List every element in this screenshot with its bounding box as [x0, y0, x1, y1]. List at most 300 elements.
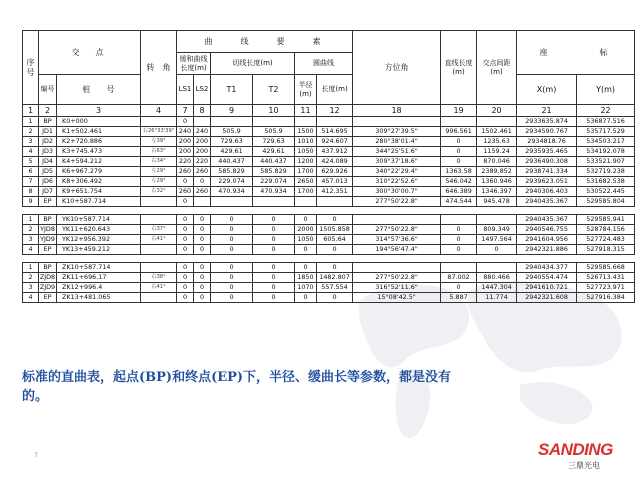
cell-bearing: 314°57'36.6": [353, 235, 441, 245]
cell-sl: 646.389: [441, 187, 477, 197]
cell-stake: ZK10+587.714: [57, 263, 141, 273]
table-row: [23, 225, 635, 235]
cell-len: 629.926: [317, 167, 353, 177]
header-easement-length: 缓和曲线长度(m): [177, 53, 211, 75]
cell-seq: 1: [23, 215, 39, 225]
cell-t2: 0: [253, 235, 295, 245]
cell-t2: 0: [253, 293, 295, 303]
cell-x: 2940435.367: [517, 215, 577, 225]
table-row: [23, 197, 635, 207]
cell-r: 1700: [295, 187, 317, 197]
cell-bearing: [353, 263, 441, 273]
table-row: [23, 157, 635, 167]
cell-ls1: 0: [177, 215, 194, 225]
cell-r: 0: [295, 293, 317, 303]
header-intersection: 交 点: [39, 31, 141, 75]
cell-r: 1700: [295, 167, 317, 177]
group-separator: [23, 207, 635, 215]
cell-y: 534503.217: [577, 137, 635, 147]
table-row: [23, 177, 635, 187]
cell-seq: 2: [23, 273, 39, 283]
cell-t2: 229.074: [253, 177, 295, 187]
cell-t2: 0: [253, 215, 295, 225]
cell-sl: 0: [441, 225, 477, 235]
cell-no: YJD8: [40, 225, 55, 234]
cell-ls2: 0: [194, 215, 211, 225]
cell-stake: YK11+620.643: [57, 225, 141, 235]
header-curve-length: 长度(m): [317, 75, 353, 105]
logo-wordmark: SANDING: [538, 440, 613, 459]
cell-no: BP: [39, 117, 57, 127]
column-number-cell: 8: [194, 105, 211, 117]
cell-ls2: 240: [194, 127, 211, 137]
cell-no: JD7: [39, 187, 57, 197]
cell-jd: [477, 117, 517, 127]
column-number-cell: 4: [141, 105, 177, 117]
cell-r: 1070: [295, 283, 317, 293]
cell-t1: 0: [211, 283, 253, 293]
cell-stake: ZK12+996.4: [57, 283, 141, 293]
table-row: [23, 215, 635, 225]
cell-t2: 440.437: [253, 157, 295, 167]
cell-len: 0: [317, 293, 353, 303]
cell-y: 527724.483: [577, 235, 635, 245]
table-row: [23, 117, 635, 127]
cell-ang: 右38°: [141, 273, 177, 283]
cell-x: 2941610.721: [517, 283, 577, 293]
header-stake: 桩 号: [57, 75, 141, 105]
cell-stake: YK10+587.714: [57, 215, 141, 225]
cell-t2: [253, 117, 295, 127]
cell-ls1: 0: [177, 177, 194, 187]
cell-ls2: 200: [194, 147, 211, 157]
cell-no: JD4: [39, 157, 57, 167]
cell-r: 1200: [295, 157, 317, 167]
header-seq: 序号: [23, 31, 39, 105]
cell-t2: 0: [253, 263, 295, 273]
cell-ls2: 260: [194, 187, 211, 197]
cell-seq: 1: [23, 117, 39, 127]
cell-jd: 870.046: [477, 157, 517, 167]
cell-ls1: 220: [177, 157, 194, 167]
cell-seq: 3: [23, 137, 39, 147]
cell-y: 533521.907: [577, 157, 635, 167]
cell-ls1: 260: [177, 187, 194, 197]
cell-bearing: 280°38'01.4": [353, 137, 441, 147]
cell-bearing: [353, 215, 441, 225]
cell-sl: 1363.58: [441, 167, 477, 177]
cell-len: 412.351: [317, 187, 353, 197]
cell-y: 528784.156: [577, 225, 635, 235]
cell-ang: 右63°: [141, 147, 177, 157]
cell-bearing: 300°30'00.7": [353, 187, 441, 197]
cell-ls2: 0: [194, 177, 211, 187]
cell-no: JD1: [39, 127, 57, 137]
cell-stake: YK13+459.212: [57, 245, 141, 255]
cell-ls2: [194, 117, 211, 127]
header-y: Y(m): [577, 75, 635, 105]
cell-r: 1050: [295, 147, 317, 157]
column-number-cell: 7: [177, 105, 194, 117]
cell-x: 2934818.76: [517, 137, 577, 147]
header-coordinates: 座 标: [517, 31, 635, 75]
cell-ang: 右34°: [141, 157, 177, 167]
cell-t1: 440.437: [211, 157, 253, 167]
cell-ls1: 0: [177, 117, 194, 127]
cell-y: 526713.431: [577, 273, 635, 283]
cell-sl: 0: [441, 235, 477, 245]
column-number-cell: 1: [23, 105, 39, 117]
cell-t1: 0: [211, 215, 253, 225]
cell-sl: [441, 215, 477, 225]
cell-t1: [211, 197, 253, 207]
cell-len: 457.013: [317, 177, 353, 187]
cell-stake: K9+651.754: [57, 187, 141, 197]
column-number-cell: 20: [477, 105, 517, 117]
cell-stake: K4+594.212: [57, 157, 141, 167]
cell-x: 2933635.874: [517, 117, 577, 127]
cell-ls1: 0: [177, 235, 194, 245]
cell-jd: 945.478: [477, 197, 517, 207]
cell-r: 1850: [295, 273, 317, 283]
cell-stake: K6+967.279: [57, 167, 141, 177]
cell-x: 2936490.308: [517, 157, 577, 167]
cell-x: 2940435.367: [517, 197, 577, 207]
column-number-cell: 12: [317, 105, 353, 117]
group-separator: [23, 255, 635, 263]
cell-jd: 1502.461: [477, 127, 517, 137]
cell-ls1: 0: [177, 283, 194, 293]
cell-r: 1010: [295, 137, 317, 147]
cell-stake: K0+000: [57, 117, 141, 127]
column-number-cell: 22: [577, 105, 635, 117]
column-number-cell: 11: [295, 105, 317, 117]
cell-seq: 4: [23, 147, 39, 157]
column-number-cell: 10: [253, 105, 295, 117]
cell-ang: 右37°: [141, 225, 177, 235]
header-straight-length: 直线长度(m): [441, 31, 477, 105]
cell-t1: 429.61: [211, 147, 253, 157]
cell-y: 530522.445: [577, 187, 635, 197]
cell-t1: 585.829: [211, 167, 253, 177]
cell-sl: 996.561: [441, 127, 477, 137]
cell-len: 0: [317, 245, 353, 255]
cell-r: 1050: [295, 235, 317, 245]
cell-stake: YK12+956.392: [57, 235, 141, 245]
logo-chinese-name: 三鼎光电: [568, 461, 600, 470]
cell-no: ZJD9: [39, 283, 56, 292]
cell-sl: [441, 117, 477, 127]
cell-sl: 474.544: [441, 197, 477, 207]
cell-jd: 1360.946: [477, 177, 517, 187]
cell-ls2: 0: [194, 235, 211, 245]
cell-t1: 0: [211, 293, 253, 303]
table-row: [23, 127, 635, 137]
cell-len: 557.554: [317, 283, 353, 293]
cell-t2: 0: [253, 225, 295, 235]
cell-x: 2939623.051: [517, 177, 577, 187]
cell-no: JD5: [39, 167, 57, 177]
cell-no: JD6: [39, 177, 57, 187]
cell-t2: 729.63: [253, 137, 295, 147]
cell-ls1: 0: [177, 263, 194, 273]
table-row: [23, 187, 635, 197]
cell-bearing: 344°25'51.6": [353, 147, 441, 157]
cell-t2: 505.9: [253, 127, 295, 137]
cell-no: JD2: [39, 137, 57, 147]
cell-y: 527918.315: [577, 245, 635, 255]
cell-x: 2942321.608: [517, 293, 577, 303]
cell-t2: 0: [253, 273, 295, 283]
cell-sl: 546.042: [441, 177, 477, 187]
cell-sl: 0: [441, 245, 477, 255]
cell-seq: 2: [23, 127, 39, 137]
column-number-cell: 9: [211, 105, 253, 117]
cell-t2: 0: [253, 245, 295, 255]
column-number-cell: 18: [353, 105, 441, 117]
cell-seq: 9: [23, 197, 39, 207]
header-bearing: 方位角: [353, 31, 441, 105]
cell-len: 1482.807: [317, 273, 353, 283]
cell-ang: [141, 263, 177, 273]
cell-len: 1505.858: [317, 225, 353, 235]
cell-len: 0: [317, 215, 353, 225]
cell-ang: [141, 197, 177, 207]
cell-y: 535717.529: [577, 127, 635, 137]
cell-no: YJD9: [40, 235, 55, 244]
cell-len: [317, 197, 353, 207]
cell-no: JD3: [39, 147, 57, 157]
group-separator-cell: [23, 207, 635, 215]
cell-ls1: 0: [177, 273, 194, 283]
table-row: [23, 167, 635, 177]
cell-y: 527723.971: [577, 283, 635, 293]
column-number-cell: 2: [39, 105, 57, 117]
cell-ang: [141, 215, 177, 225]
cell-r: [295, 197, 317, 207]
cell-ls1: 0: [177, 225, 194, 235]
cell-ls2: 0: [194, 273, 211, 283]
cell-ang: 左29°: [141, 167, 177, 177]
header-number: 编号: [39, 75, 57, 105]
cell-len: 424.089: [317, 157, 353, 167]
cell-ls2: 220: [194, 157, 211, 167]
header-intersection-distance: 交点间距(m): [477, 31, 517, 105]
cell-sl: 5.887: [441, 293, 477, 303]
header-radius: 半径(m): [295, 75, 317, 105]
table-row: [23, 283, 635, 293]
cell-jd: 1159.24: [477, 147, 517, 157]
cell-r: 2650: [295, 177, 317, 187]
cell-ang: 右41°: [141, 283, 177, 293]
cell-seq: 5: [23, 157, 39, 167]
cell-ls1: 0: [177, 293, 194, 303]
cell-y: 529585.668: [577, 263, 635, 273]
cell-y: 527916.384: [577, 293, 635, 303]
cell-seq: 3: [23, 283, 39, 293]
cell-no: BP: [39, 215, 57, 225]
cell-t1: 729.63: [211, 137, 253, 147]
header-x: X(m): [517, 75, 577, 105]
cell-ls1: 200: [177, 137, 194, 147]
cell-sl: 0: [441, 137, 477, 147]
cell-ls2: [194, 197, 211, 207]
table-row: [23, 147, 635, 157]
cell-bearing: 309°37'18.6": [353, 157, 441, 167]
column-number-cell: 3: [57, 105, 141, 117]
cell-ls1: 0: [177, 245, 194, 255]
cell-x: 2940554.474: [517, 273, 577, 283]
cell-t1: [211, 117, 253, 127]
cell-t1: 0: [211, 225, 253, 235]
cell-seq: 6: [23, 167, 39, 177]
cell-ang: [141, 245, 177, 255]
cell-ls2: 0: [194, 245, 211, 255]
cell-stake: K8+306.492: [57, 177, 141, 187]
cell-t1: 229.074: [211, 177, 253, 187]
cell-t1: 505.9: [211, 127, 253, 137]
table-row: [23, 137, 635, 147]
cell-seq: 4: [23, 245, 39, 255]
cell-t1: 0: [211, 273, 253, 283]
cell-x: 2938741.334: [517, 167, 577, 177]
cell-t2: 429.61: [253, 147, 295, 157]
cell-seq: 3: [23, 235, 39, 245]
cell-stake: K1+502.461: [57, 127, 141, 137]
cell-bearing: 15°08'42.5": [353, 293, 441, 303]
cell-stake: K2+720.886: [57, 137, 141, 147]
cell-jd: 11.774: [477, 293, 517, 303]
cell-bearing: 277°50'22.8": [353, 273, 441, 283]
cell-jd: [477, 215, 517, 225]
table-row: [23, 235, 635, 245]
straight-curve-table: [22, 30, 635, 303]
table-row: [23, 263, 635, 273]
cell-ls2: 0: [194, 225, 211, 235]
cell-seq: 4: [23, 293, 39, 303]
cell-len: 924.607: [317, 137, 353, 147]
cell-ls2: 260: [194, 167, 211, 177]
cell-len: 514.695: [317, 127, 353, 137]
cell-x: 2940306.403: [517, 187, 577, 197]
cell-bearing: 340°22'29.4": [353, 167, 441, 177]
cell-bearing: [353, 117, 441, 127]
cell-len: 0: [317, 263, 353, 273]
cell-t1: 0: [211, 235, 253, 245]
cell-x: 2940546.755: [517, 225, 577, 235]
table-row: [23, 293, 635, 303]
cell-x: 2935935.465: [517, 147, 577, 157]
cell-stake: K3+745.473: [57, 147, 141, 157]
column-number-cell: 21: [517, 105, 577, 117]
cell-y: 529585.804: [577, 197, 635, 207]
cell-jd: 0: [477, 245, 517, 255]
group-separator-cell: [23, 255, 635, 263]
cell-r: [295, 117, 317, 127]
cell-t1: 0: [211, 263, 253, 273]
cell-bearing: 277°50'22.8": [353, 197, 441, 207]
table-row: [23, 273, 635, 283]
cell-x: 2942321.886: [517, 245, 577, 255]
cell-t2: 0: [253, 283, 295, 293]
header-tangent-length: 切线长度(m): [211, 53, 295, 75]
cell-ls2: 200: [194, 137, 211, 147]
header-ls1: LS1: [177, 75, 194, 105]
cell-y: 531682.538: [577, 177, 635, 187]
cell-sl: 87.002: [441, 273, 477, 283]
cell-ang: 右32°: [141, 187, 177, 197]
cell-t2: 585.829: [253, 167, 295, 177]
sanding-logo: [538, 440, 622, 474]
cell-jd: 880.466: [477, 273, 517, 283]
header-turn-angle: 转 角: [141, 31, 177, 105]
header-ls2: LS2: [194, 75, 211, 105]
cell-bearing: 310°22'52.6": [353, 177, 441, 187]
cell-x: 2941604.956: [517, 235, 577, 245]
cell-seq: 2: [23, 225, 39, 235]
cell-jd: 1497.564: [477, 235, 517, 245]
cell-r: 0: [295, 215, 317, 225]
curve-element-table-sheet: [22, 30, 634, 348]
header-curve-elements: 曲 线 要 素: [177, 31, 353, 53]
page-number: 7: [34, 452, 38, 459]
header-t1: T1: [211, 75, 253, 105]
cell-stake: K10+587.714: [57, 197, 141, 207]
cell-stake: ZK13+481.065: [57, 293, 141, 303]
cell-len: 437.912: [317, 147, 353, 157]
table-row: [23, 245, 635, 255]
cell-ang: [141, 293, 177, 303]
cell-ls2: 0: [194, 293, 211, 303]
cell-sl: 0: [441, 147, 477, 157]
cell-bearing: 194°56'47.4": [353, 245, 441, 255]
cell-bearing: 316°52'11.6": [353, 283, 441, 293]
cell-ang: 左39°: [141, 137, 177, 147]
cell-sl: 0: [441, 283, 477, 293]
cell-x: 2940434.377: [517, 263, 577, 273]
cell-ls2: 0: [194, 283, 211, 293]
header-circular-curve: 圆曲线: [295, 53, 353, 75]
header-t2: T2: [253, 75, 295, 105]
cell-jd: 2389.852: [477, 167, 517, 177]
cell-r: 1500: [295, 127, 317, 137]
cell-seq: 7: [23, 177, 39, 187]
cell-t2: 470.934: [253, 187, 295, 197]
cell-t1: 0: [211, 245, 253, 255]
cell-t1: 470.934: [211, 187, 253, 197]
cell-jd: 809.349: [477, 225, 517, 235]
cell-ang: 左29°: [141, 177, 177, 187]
cell-r: 0: [295, 245, 317, 255]
cell-y: 529585.941: [577, 215, 635, 225]
cell-seq: 8: [23, 187, 39, 197]
cell-ang: 右41°: [141, 235, 177, 245]
cell-y: 532719.238: [577, 167, 635, 177]
column-number-cell: 19: [441, 105, 477, 117]
cell-seq: 1: [23, 263, 39, 273]
cell-no: BP: [39, 263, 57, 273]
cell-bearing: 309°27'39.5": [353, 127, 441, 137]
cell-r: 2000: [295, 225, 317, 235]
cell-r: 0: [295, 263, 317, 273]
cell-ls1: 240: [177, 127, 194, 137]
cell-ls1: 200: [177, 147, 194, 157]
cell-ls1: 260: [177, 167, 194, 177]
cell-y: 534192.078: [577, 147, 635, 157]
cell-sl: [441, 263, 477, 273]
cell-x: 2934590.767: [517, 127, 577, 137]
cell-ls2: 0: [194, 263, 211, 273]
